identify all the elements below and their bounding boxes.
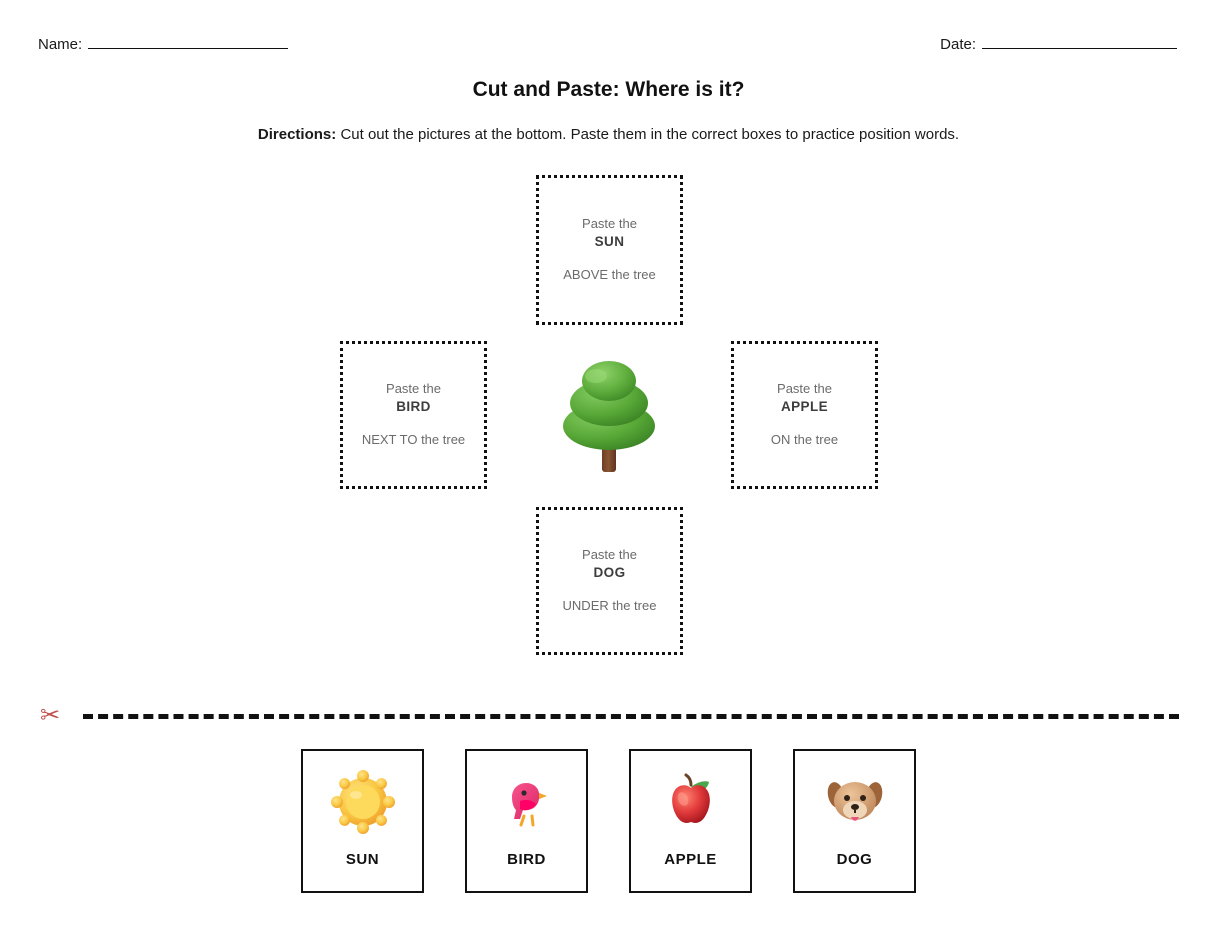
name-write-line[interactable]	[88, 36, 288, 49]
directions-text: Cut out the pictures at the bottom. Paste them in the correct boxes to practice position words.	[340, 126, 960, 143]
cutout-label-apple: APPLE	[664, 851, 717, 868]
bird-illustration	[494, 769, 560, 835]
cut-line-dashes	[83, 714, 1179, 719]
cutout-label-sun: SUN	[345, 851, 380, 868]
paste-box-apple-line1: Paste the	[777, 381, 832, 397]
cutout-label-bird: BIRD	[507, 851, 546, 868]
date-label: Date:	[940, 36, 976, 53]
paste-box-apple[interactable]	[731, 341, 878, 489]
paste-box-sun-word: SUN	[594, 233, 625, 249]
scissors-icon: ✂	[40, 702, 61, 729]
paste-box-bird-position: NEXT TO the tree	[361, 432, 466, 448]
cutout-card-sun[interactable]	[301, 749, 424, 893]
date-write-line[interactable]	[982, 36, 1177, 49]
tree-illustration	[556, 352, 663, 480]
cutout-label-dog: DOG	[836, 851, 873, 868]
dog-illustration	[822, 769, 888, 835]
paste-box-sun-position: ABOVE the tree	[563, 267, 656, 283]
name-field-row	[38, 36, 288, 53]
sun-illustration	[330, 769, 396, 835]
name-label: Name:	[38, 36, 83, 53]
page-title: Cut and Paste: Where is it?	[472, 78, 745, 101]
paste-box-dog-word: DOG	[593, 564, 626, 580]
cutout-card-apple[interactable]	[629, 749, 752, 893]
date-field-row	[940, 36, 1177, 53]
paste-box-bird-word: BIRD	[396, 398, 431, 414]
paste-box-dog[interactable]	[536, 507, 683, 655]
paste-box-apple-position: ON the tree	[770, 432, 839, 448]
paste-box-dog-position: UNDER the tree	[562, 598, 657, 614]
paste-box-sun-line1: Paste the	[582, 216, 637, 232]
cutout-card-bird[interactable]	[465, 749, 588, 893]
paste-box-bird[interactable]	[340, 341, 487, 489]
paste-box-apple-word: APPLE	[780, 398, 828, 414]
cutout-card-dog[interactable]	[793, 749, 916, 893]
paste-box-sun[interactable]	[536, 175, 683, 325]
cutout-cards	[301, 749, 916, 893]
paste-box-bird-line1: Paste the	[386, 381, 441, 397]
cut-line-row	[40, 702, 1180, 738]
directions	[0, 126, 1217, 143]
paste-box-dog-line1: Paste the	[582, 547, 637, 563]
directions-label: Directions:	[257, 126, 337, 143]
apple-illustration	[658, 769, 724, 835]
